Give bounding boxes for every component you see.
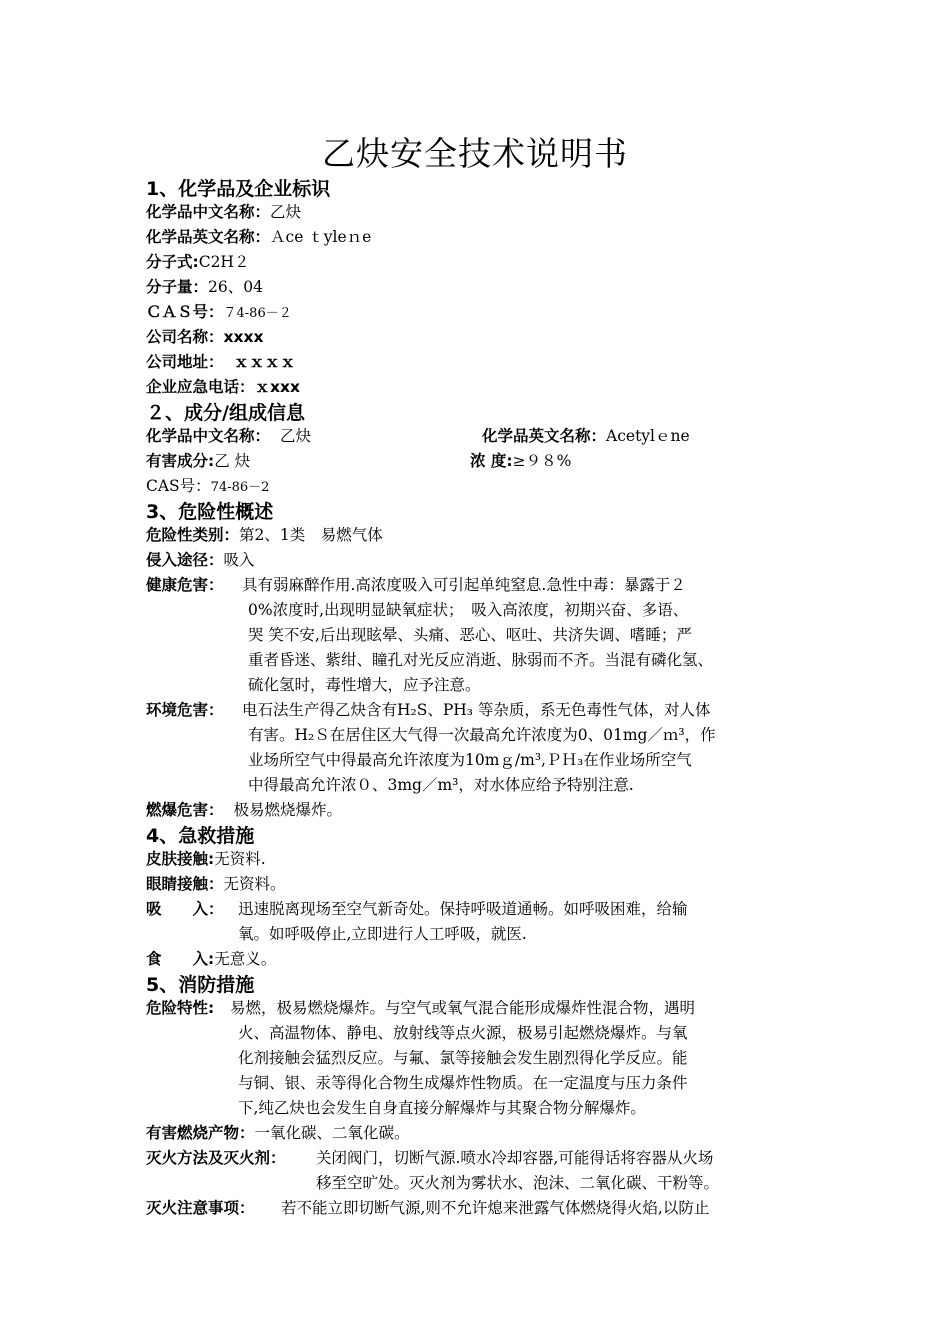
s3-env-line: 有害。H₂Ｓ在居住区大气得一次最高允许浓度为0、01mg／ｍ³，作 <box>248 726 716 744</box>
s5-products <box>146 1121 410 1146</box>
value: 一氧化碳、二氧化碳。 <box>254 1124 410 1142</box>
label: 有害成分: <box>146 452 215 470</box>
s5-hazard-line: 火、高温物体、静电、放射线等点火源，极易引起燃烧爆炸。与氧 <box>238 1024 688 1042</box>
s1-chinese-name <box>146 200 301 225</box>
s4-skin <box>146 847 266 872</box>
s3-class <box>146 523 383 548</box>
value: 无资料。 <box>223 875 286 893</box>
value: 26、04 <box>208 278 263 296</box>
s3-env-line: 中得最高允许浓０、3mg／m³，对水体应给予特别注意. <box>248 776 634 794</box>
s5-hazard-line: 易燃，极易燃烧爆炸。与空气或氧气混合能形成爆炸性混合物，遇明 <box>230 999 696 1017</box>
label: 食 入: <box>146 950 215 968</box>
label: 吸 入： <box>146 900 224 918</box>
value: ｘｘｘｘ <box>233 353 296 371</box>
s4-inhale-line: 氧。如呼吸停止,立即进行人工呼吸，就医. <box>238 925 527 943</box>
s5-hazard-label <box>146 996 214 1021</box>
s3-health-line: 0%浓度时,出现明显缺氧症状； 吸入高浓度，初期兴奋、多语、 <box>248 601 689 619</box>
s3-fire <box>146 798 342 823</box>
value: 乙炔 <box>270 203 302 221</box>
value: 乙炔 <box>280 427 312 445</box>
s1-emergency-phone <box>146 375 300 400</box>
label: 环境危害： <box>146 701 224 719</box>
s4-inhale-label <box>146 897 224 922</box>
s5-hazard-line: 与铜、银、汞等得化合物生成爆炸性物质。在一定温度与压力条件 <box>238 1074 688 1092</box>
s1-company-name <box>146 325 264 350</box>
label: 灭火方法及灭火剂： <box>146 1149 286 1167</box>
s2-names-row <box>146 424 846 449</box>
value: ７4-86－２ <box>223 306 292 321</box>
s5-hazard-line: 下,纯乙炔也会发生自身直接分解爆炸与其聚合物分解爆炸。 <box>238 1099 646 1117</box>
s5-hazard-line: 化剂接触会猛烈反应。与氟、氯等接触会发生剧烈得化学反应。能 <box>238 1049 688 1067</box>
label: 燃爆危害： <box>146 801 224 819</box>
value: ｘxxx <box>254 378 301 396</box>
label: 分子式: <box>146 253 199 271</box>
label: 化学品英文名称： <box>482 427 607 445</box>
value: ≥９８% <box>512 452 572 470</box>
s2-harmful-row <box>146 449 846 474</box>
value: 乙 炔 <box>214 452 251 470</box>
s4-eye <box>146 872 286 897</box>
s5-method-line: 关闭阀门，切断气源.喷水冷却容器,可能得话将容器从火场 <box>316 1149 714 1167</box>
label: 侵入途径： <box>146 551 224 569</box>
value: 极易燃烧爆炸。 <box>233 801 343 819</box>
label: 危险特性: <box>146 999 215 1017</box>
section-1-heading: 1、化学品及企业标识 <box>146 178 331 200</box>
s1-formula <box>146 250 249 275</box>
s3-env-line: 电石法生产得乙炔含有H₂S、PH₃ 等杂质，系无色毒性气体，对人体 <box>242 701 711 719</box>
label: 公司名称： <box>146 328 224 346</box>
label: 公司地址： <box>146 353 224 371</box>
s4-inhale-line: 迅速脱离现场至空气新奇处。保持呼吸道通畅。如呼吸困难，给输 <box>238 900 688 918</box>
s3-env-label <box>146 698 224 723</box>
s5-method-label <box>146 1146 286 1171</box>
label: 眼睛接触： <box>146 875 224 893</box>
value: Acetylｅne <box>606 427 690 445</box>
s1-cas <box>146 300 292 326</box>
s5-notes-line: 若不能立即切断气源,则不允许熄来泄露气体燃烧得火焰,以防止 <box>281 1199 710 1217</box>
value: 无意义。 <box>214 950 277 968</box>
value: Ａce ｔyleｎe <box>270 228 372 246</box>
label: 皮肤接触: <box>146 850 215 868</box>
value: 第2、1类 易燃气体 <box>239 526 383 544</box>
s3-route <box>146 548 255 573</box>
label: 有害燃烧产物： <box>146 1124 255 1142</box>
s1-company-address <box>146 350 296 375</box>
label: 灭火注意事项： <box>146 1199 255 1217</box>
value: 无资料. <box>214 850 266 868</box>
s3-health-line: 硫化氢时，毒性增大，应予注意。 <box>248 676 481 694</box>
section-2-heading: ２、成分/组成信息 <box>146 402 305 424</box>
s4-ingest <box>146 947 276 972</box>
section-4-heading: 4、急救措施 <box>146 825 255 847</box>
document-title: 乙炔安全技术说明书 <box>322 134 628 173</box>
label: 化学品英文名称： <box>146 228 271 246</box>
s3-health-line: 哭 笑不安,后出现眩晕、头痛、恶心、呕吐、共济失调、嗜睡；严 <box>248 626 692 644</box>
s3-health-label: 健康危害： <box>146 576 224 594</box>
label: 化学品中文名称： <box>146 427 271 445</box>
label: ＣＡＳ号： <box>146 303 224 321</box>
s1-molecular-weight <box>146 275 263 300</box>
s3-health-line: 重者昏迷、紫绀、瞳孔对光反应消逝、脉弱而不齐。当混有磷化氢、 <box>248 651 714 669</box>
value: xxxx <box>223 328 264 346</box>
value: 74-86－2 <box>210 480 270 495</box>
s3-env-line: 业场所空气中得最高允许浓度为10mｇ/m³,ＰＨ₃在作业场所空气 <box>248 751 692 769</box>
s1-english-name <box>146 225 371 250</box>
value: C2H２ <box>198 253 250 271</box>
label: 浓 度: <box>470 452 513 470</box>
section-3-heading: 3、危险性概述 <box>146 501 274 523</box>
section-5-heading: 5、消防措施 <box>146 974 255 996</box>
label: 化学品中文名称： <box>146 203 271 221</box>
s5-method-line: 移至空旷处。灭火剂为雾状水、泡沫、二氧化碳、干粉等。 <box>316 1174 720 1192</box>
label: 企业应急电话： <box>146 378 255 396</box>
s3-health-line: 具有弱麻醉作用.高浓度吸入可引起单纯窒息.急性中毒：暴露于２ <box>242 576 686 594</box>
label: CAS号： <box>146 477 211 495</box>
label: 危险性类别： <box>146 526 240 544</box>
s5-notes-label <box>146 1196 255 1221</box>
value: 吸入 <box>223 551 255 569</box>
label: 分子量： <box>146 278 209 296</box>
